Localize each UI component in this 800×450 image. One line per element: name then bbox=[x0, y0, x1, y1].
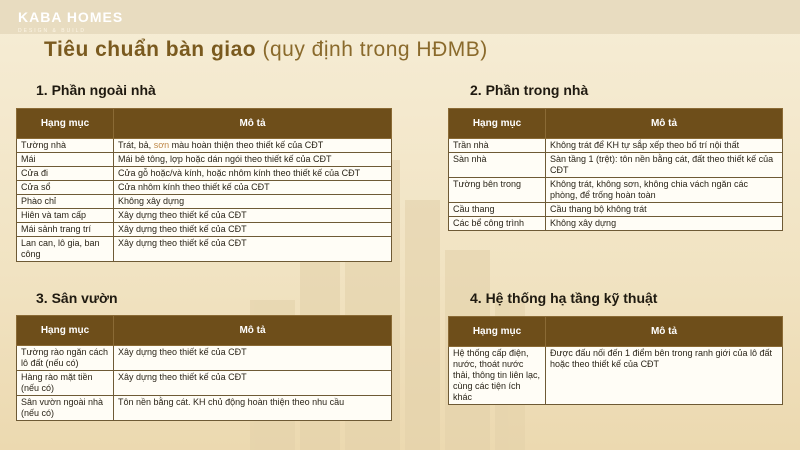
table-row: Sàn nhà Sàn tầng 1 (trệt): tôn nền bằng cát, đất theo thiết kế của CĐT bbox=[449, 153, 783, 178]
section-heading-garden: 3. Sân vườn bbox=[36, 290, 118, 306]
section-heading-exterior: 1. Phần ngoài nhà bbox=[36, 82, 156, 98]
table-row: Lan can, lô gia, ban công Xây dựng theo thiết kế của CĐT bbox=[17, 237, 392, 262]
table-row: Mái sảnh trang trí Xây dựng theo thiết kế của CĐT bbox=[17, 223, 392, 237]
table-row: Cửa đi Cửa gỗ hoặc/và kính, hoặc nhôm kính theo thiết kế của CĐT bbox=[17, 167, 392, 181]
table-garden bbox=[16, 315, 392, 421]
header-item: Hạng mục bbox=[449, 317, 546, 347]
header-desc: Mô tả bbox=[546, 317, 783, 347]
table-row: Mái Mái bê tông, lợp hoặc dán ngói theo thiết kế của CĐT bbox=[17, 153, 392, 167]
header-item: Hạng mục bbox=[17, 316, 114, 346]
brand-logo: KABA HOMES DESIGN & BUILD bbox=[18, 9, 124, 34]
table-row: Cầu thang Cầu thang bộ không trát bbox=[449, 203, 783, 217]
header-desc: Mô tả bbox=[546, 109, 783, 139]
table-row: Hàng rào mặt tiền (nếu có) Xây dựng theo thiết kế của CĐT bbox=[17, 371, 392, 396]
table-interior bbox=[448, 108, 783, 231]
header-desc: Mô tả bbox=[114, 109, 392, 139]
header-desc: Mô tả bbox=[114, 316, 392, 346]
table-row: Tường nhà Trát, bả, sơn màu hoàn thiện theo thiết kế của CĐT bbox=[17, 139, 392, 153]
section-heading-infrastructure: 4. Hệ thống hạ tầng kỹ thuật bbox=[470, 290, 658, 306]
page-title: Tiêu chuẩn bàn giao (quy định trong HĐMB) bbox=[44, 38, 488, 61]
table-row: Tường rào ngăn cách lô đất (nếu có) Xây dựng theo thiết kế của CĐT bbox=[17, 346, 392, 371]
table-infrastructure bbox=[448, 316, 783, 405]
table-row: Tường bên trong Không trát, không sơn, không chia vách ngăn các phòng, để trống hoàn toàn bbox=[449, 178, 783, 203]
table-exterior bbox=[16, 108, 392, 262]
header-item: Hạng mục bbox=[449, 109, 546, 139]
section-heading-interior: 2. Phần trong nhà bbox=[470, 82, 589, 98]
table-row: Trần nhà Không trát để KH tự sắp xếp theo bố trí nội thất bbox=[449, 139, 783, 153]
table-row: Các bể công trình Không xây dựng bbox=[449, 217, 783, 231]
table-row: Phào chỉ Không xây dựng bbox=[17, 195, 392, 209]
table-row: Cửa sổ Cửa nhôm kính theo thiết kế của CĐT bbox=[17, 181, 392, 195]
table-row: Sân vườn ngoài nhà (nếu có) Tôn nền bằng cát. KH chủ động hoàn thiện theo nhu cầu bbox=[17, 396, 392, 421]
header-item: Hạng mục bbox=[17, 109, 114, 139]
table-row: Hệ thống cấp điện, nước, thoát nước thải, thông tin liên lạc, cùng các tiện ích khác Được đấu nối đến 1 điểm bên trong ranh giới của lô đất hoặc theo thiết kế của CĐT bbox=[449, 347, 783, 405]
table-row: Hiên và tam cấp Xây dựng theo thiết kế của CĐT bbox=[17, 209, 392, 223]
